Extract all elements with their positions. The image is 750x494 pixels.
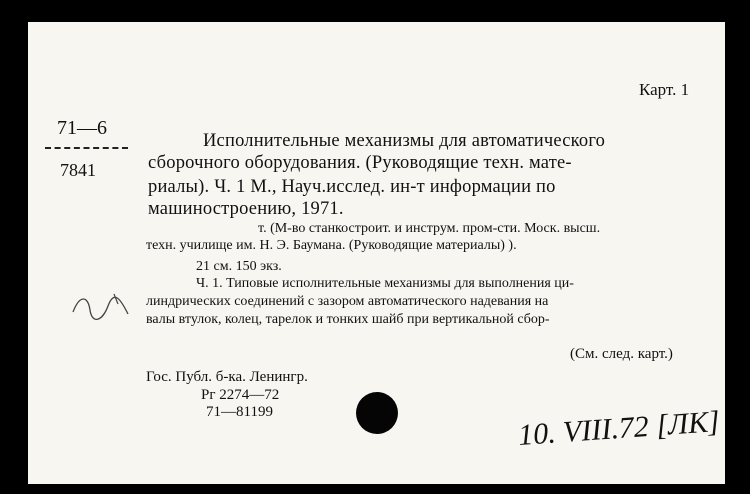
card-number: Карт. 1 [639, 80, 690, 99]
library-code: 71—81199 [206, 404, 273, 420]
accession-code: 7841 [60, 160, 96, 180]
classification-code: 71—6 [57, 117, 107, 139]
details-line: т. (М-во станкостроит. и инструм. пром-сти. Моск. высш. [258, 221, 601, 236]
details-line: 21 см. 150 экз. [196, 259, 282, 274]
details-line: валы втулок, колец, тарелок и тонких шайб при вертикальной сбор- [146, 312, 550, 327]
details-line: техн. училище им. Н. Э. Баумана. (Руководящие материалы) ). [146, 238, 517, 253]
handwritten-note: 10. VIII.72 [ЛК] [517, 404, 721, 453]
title-line: машиностроению, 1971. [148, 199, 344, 219]
divider [45, 147, 128, 149]
ink-blot [356, 392, 398, 434]
details-line: линдрических соединений с зазором автоматического надевания на [146, 294, 549, 309]
title-line: риалы). Ч. 1 М., Науч.исслед. ин-т информации по [148, 177, 556, 197]
handwritten-scribble [68, 284, 138, 324]
library-code: Рг 2274—72 [201, 387, 280, 403]
details-line: Ч. 1. Типовые исполнительные механизмы для выполнения ци- [196, 276, 574, 291]
title-line: Исполнительные механизмы для автоматического [203, 131, 606, 151]
see-next-card-note: (См. след. карт.) [570, 346, 673, 362]
title-line: сборочного оборудования. (Руководящие техн. мате- [148, 153, 572, 173]
catalog-card [28, 22, 725, 484]
library-name: Гос. Публ. б-ка. Ленингр. [146, 369, 308, 385]
